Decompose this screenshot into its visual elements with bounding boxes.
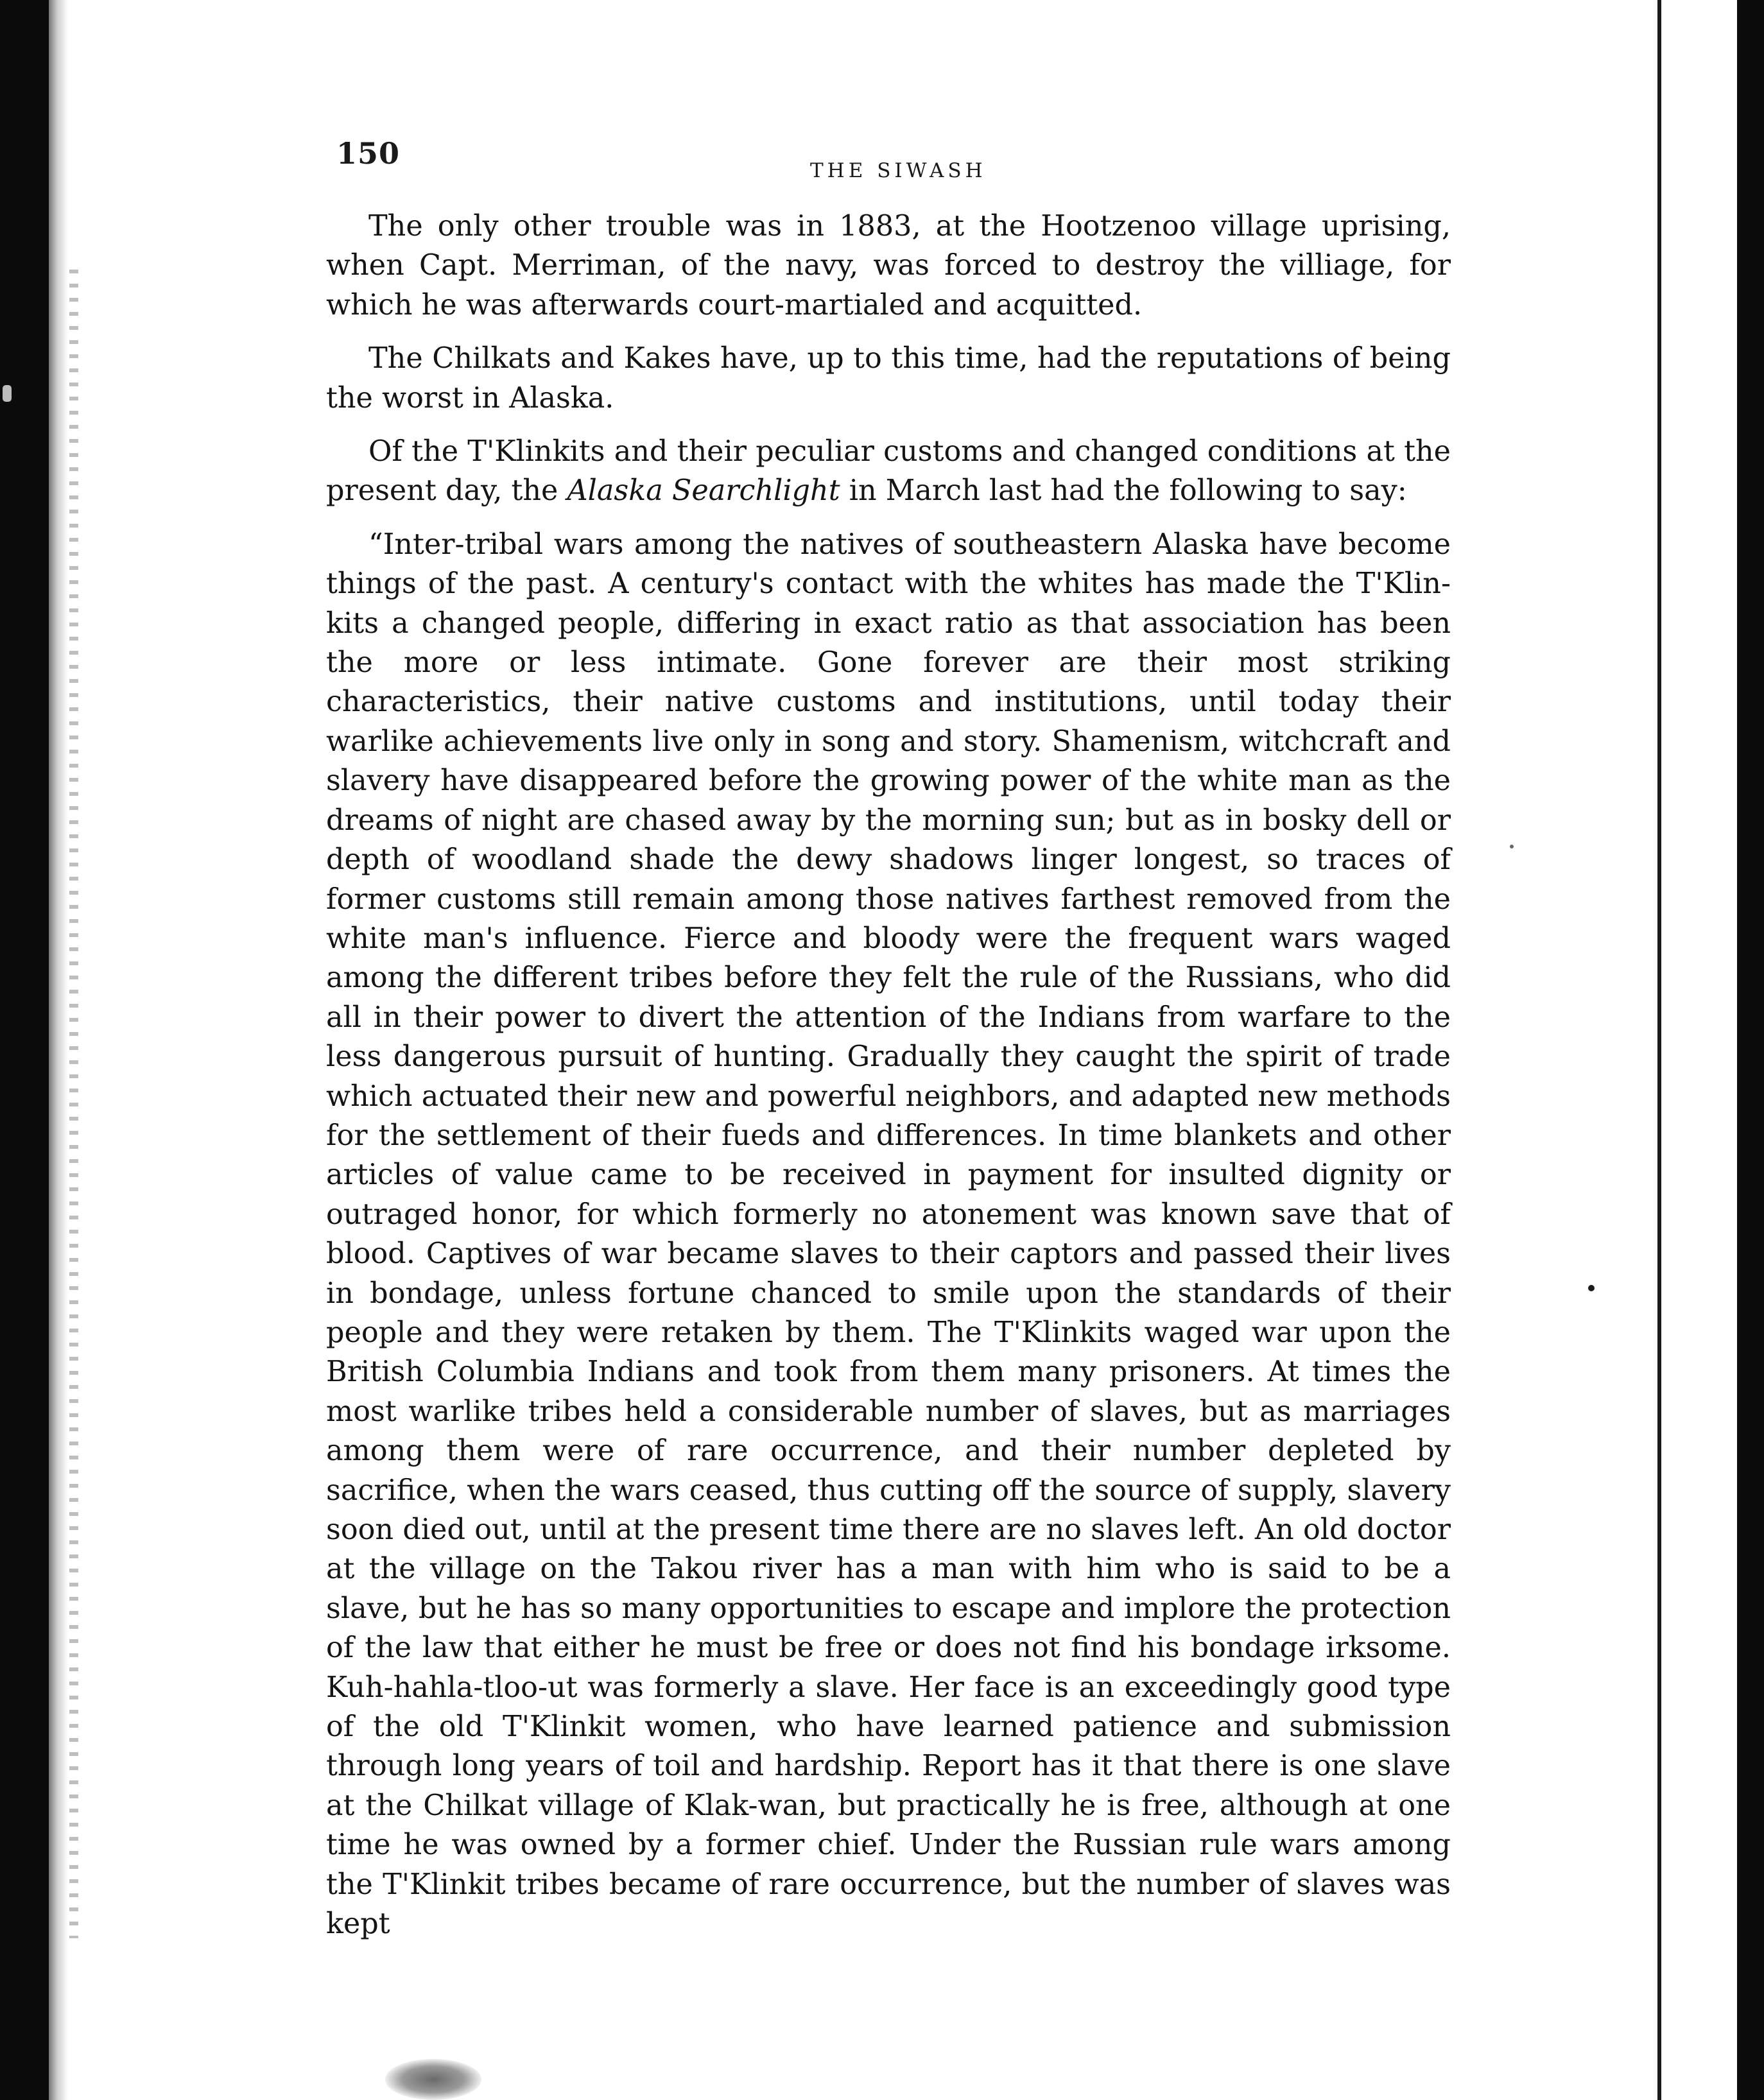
edge-smudge <box>3 385 12 402</box>
paragraph-searchlight-intro <box>326 432 1451 511</box>
body-text <box>326 207 1451 1943</box>
right-binding-shadow <box>1737 0 1764 2100</box>
page-number: 150 <box>336 136 401 171</box>
scan-speck <box>1510 845 1514 848</box>
paragraph-text: Of the T'Klinkits and their peculiar customs and changed conditions at the present day, the <box>326 435 1451 508</box>
running-head: THE SIWASH <box>810 159 987 182</box>
right-page-edge-line <box>1657 0 1661 2100</box>
paragraph-hootzenoo: The only other trouble was in 1883, at the Hootzenoo village uprising, when Capt. Merriman, of the navy, was forced to destroy the villiage, for which he was afterwards court-martialed and acquitted. <box>326 210 1451 322</box>
scan-speck <box>1588 1285 1595 1291</box>
publication-title: Alaska Searchlight <box>567 474 840 508</box>
paragraph-chilkats: The Chilkats and Kakes have, up to this time, had the reputations of being the worst in Alaska. <box>326 342 1451 415</box>
bottom-scan-smudge <box>385 2059 481 2100</box>
page-edge-marks <box>69 270 78 1938</box>
paragraph-quotation: “Inter-tribal wars among the natives of southeastern Alaska have become things of the past. A century's contact with the whites has made the T'Klinkits a changed people, differing in exact ratio as that association has been the more or less intimate. Gone forever are their most striking characteristics, their native customs and institutions, until today their warlike achievements live only in song and story. Shamenism, witchcraft and slavery have disappeared before the growing power of the white man as the dreams of night are chased away by the morning sun; but as in bosky dell or depth of woodland shade the dewy shadows linger longest, so traces of former customs still remain among those natives farthest removed from the white man's influence. Fierce and bloody were the frequent wars waged among the different tribes before they felt the rule of the Russians, who did all in their power to divert the attention of the Indians from warfare to the less dangerous pursuit of hunting. Gradually they caught the spirit of trade which actuated their new and powerful neighbors, and adapted new methods for the settlement of their fueds and differences. In time blankets and other articles of value came to be received in payment for insulted dignity or outraged honor, for which formerly no atonement was known save that of blood. Captives of war became slaves to their captors and passed their lives in bondage, unless fortune chanced to smile upon the standards of their people and they were retaken by them. The T'Klinkits waged war upon the British Columbia Indians and took from them many prisoners. At times the most warlike tribes held a considerable number of slaves, but as marriages among them were of rare occurrence, and their number depleted by sacrifice, when the wars ceased, thus cutting off the source of supply, slavery soon died out, until at the present time there are no slaves left. An old doctor at the village on the Takou river has a man with him who is said to be a slave, but he has so many opportunities to escape and implore the protection of the law that either he must be free or does not find his bondage irksome. Kuh-hahla-tloo-ut was formerly a slave. Her face is an exceedingly good type of the old T'Klinkit women, who have learned patience and submission through long years of toil and hardship. Report has it that there is one slave at the Chilkat village of Klak-wan, but practically he is free, although at one time he was owned by a former chief. Under the Russian rule wars among the T'Klinkit tribes became of rare occurrence, but the number of slaves was kept <box>326 528 1451 1941</box>
left-binding-shadow <box>0 0 49 2100</box>
left-binding-gradient <box>49 0 68 2100</box>
paragraph-text: in March last had the following to say: <box>840 474 1407 508</box>
